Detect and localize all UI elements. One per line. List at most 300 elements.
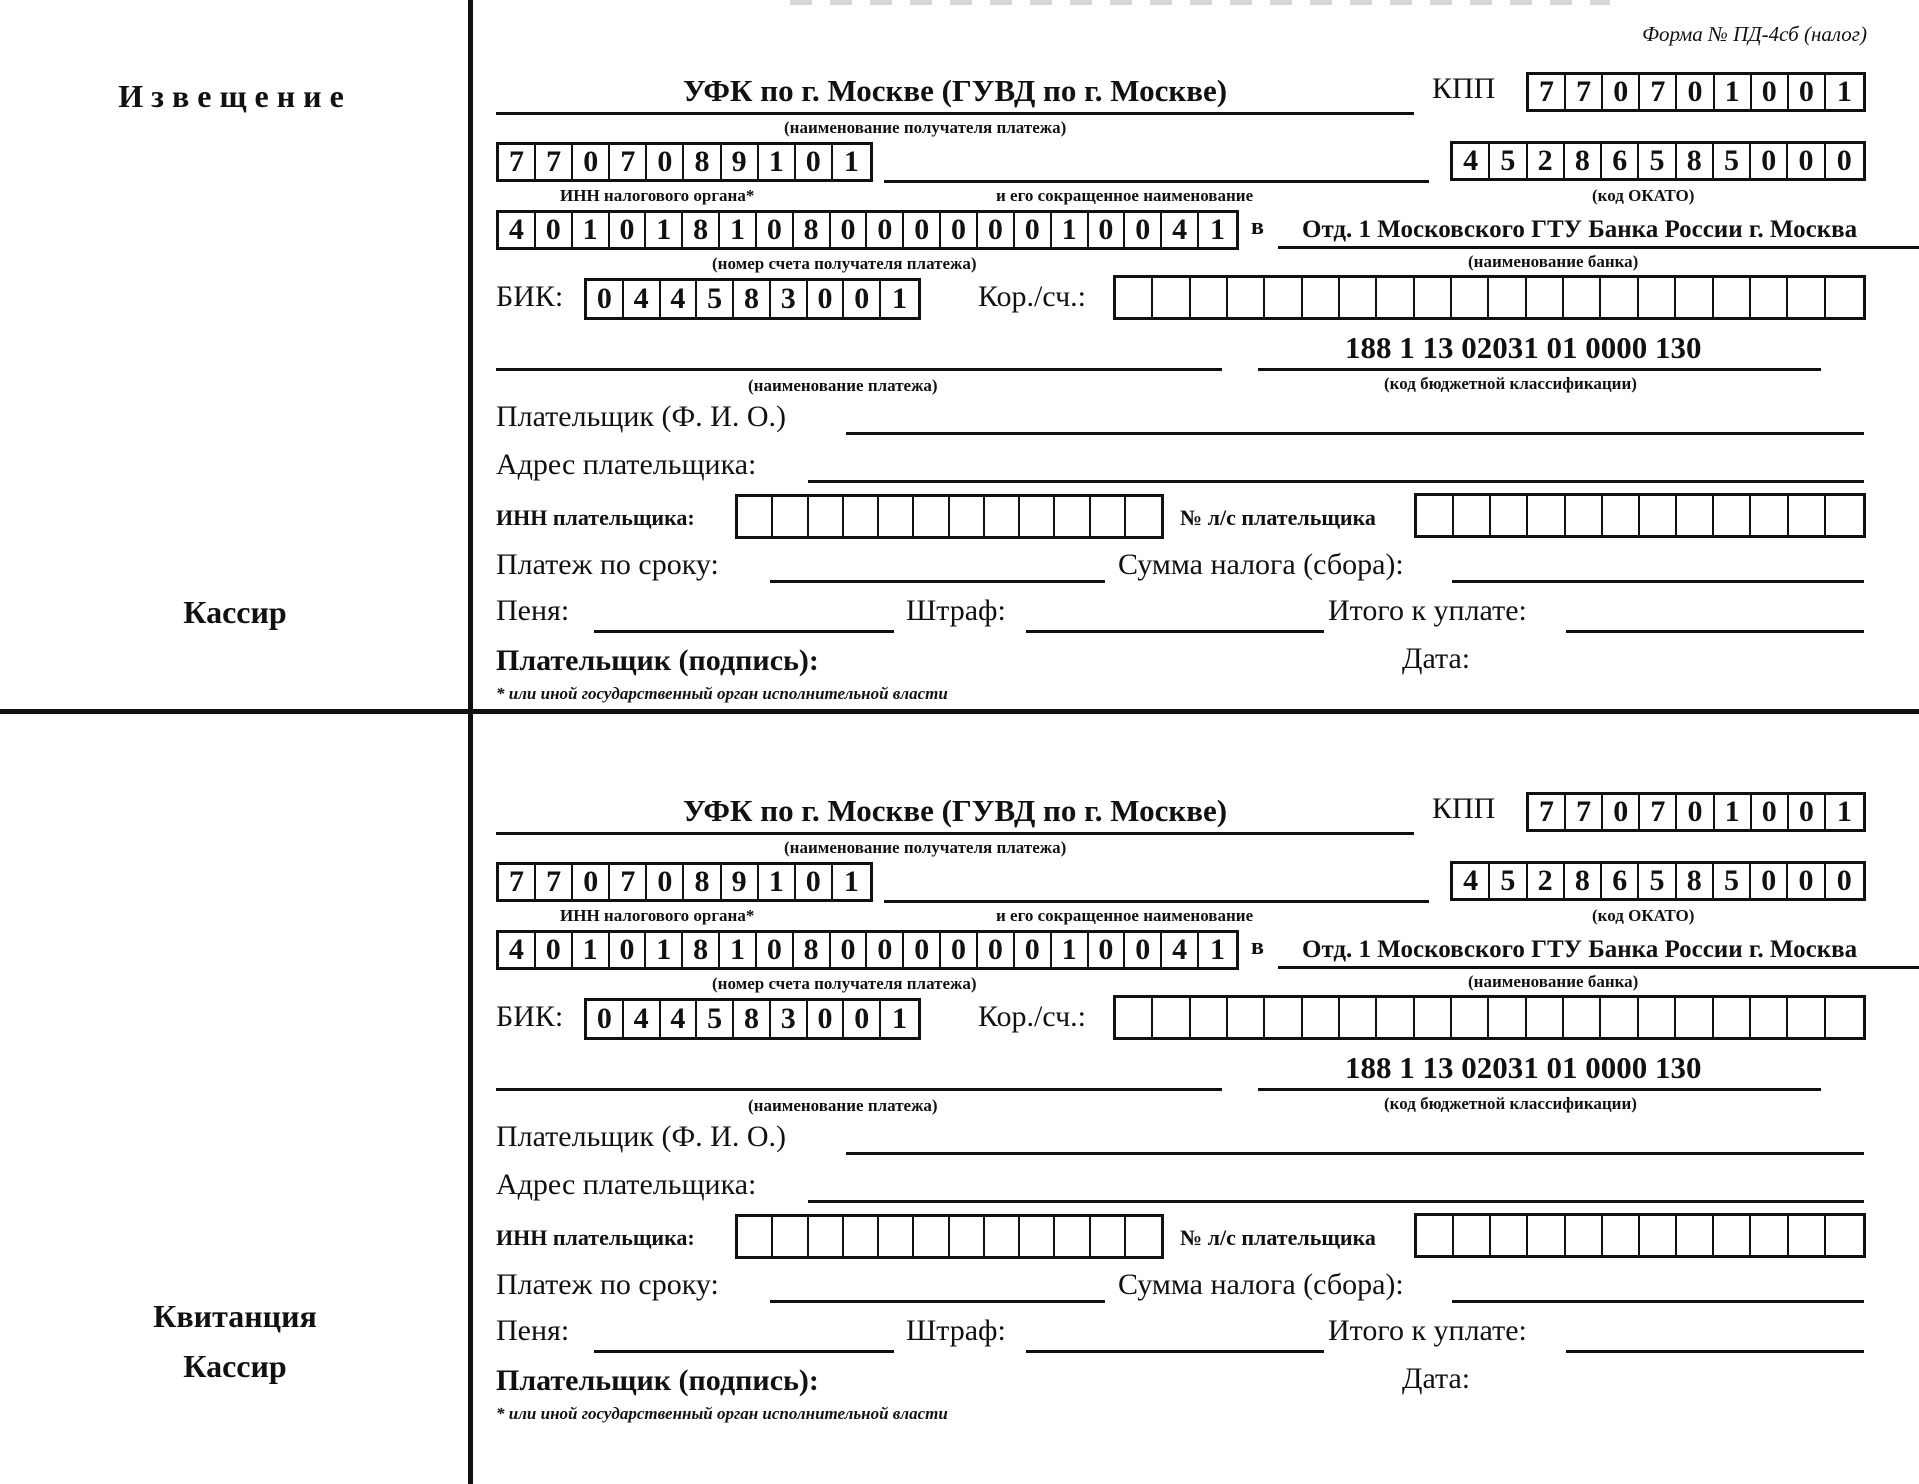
digit-cell[interactable]: 6 [1602,864,1639,898]
digit-cell[interactable]: 0 [647,865,684,899]
account-no-label: № л/с плательщика [1180,1225,1376,1250]
form-number: Форма № ПД-4сб (налог) [1642,22,1867,46]
empty-cell[interactable] [1639,278,1676,317]
digit-cell[interactable]: 1 [573,933,610,967]
digit-cell[interactable]: 7 [1566,75,1603,109]
penalty-label: Пеня: [496,594,570,627]
empty-cell[interactable] [1452,278,1489,317]
digit-cell[interactable]: 0 [1015,933,1052,967]
short-name-line[interactable] [884,180,1429,183]
empty-cell[interactable] [1788,998,1825,1037]
recipient-name[interactable]: УФК по г. Москве (ГУВД по г. Москве) [682,73,1228,108]
address-label: Адрес плательщика: [496,1168,757,1201]
digit-cell[interactable]: 0 [978,933,1015,967]
account-no-boxes[interactable] [1414,493,1866,538]
digit-cell[interactable]: 7 [536,145,573,179]
digit-cell[interactable]: 4 [624,1001,661,1037]
digit-cell[interactable]: 1 [573,213,610,247]
digit-cell[interactable]: 1 [1715,75,1752,109]
payment-name-line[interactable] [496,368,1222,371]
digit-cell[interactable]: 4 [1453,144,1490,178]
empty-cell[interactable] [1826,496,1863,535]
digit-cell[interactable]: 0 [796,145,833,179]
empty-cell[interactable] [1751,278,1788,317]
short-name-line[interactable] [884,900,1429,903]
empty-cell[interactable] [1489,278,1526,317]
address-line[interactable] [808,1200,1864,1203]
empty-cell[interactable] [1454,1216,1491,1255]
digit-cell[interactable]: 0 [844,281,881,317]
digit-cell[interactable]: 0 [941,213,978,247]
digit-cell[interactable]: 5 [1639,864,1676,898]
corr-account-label: Кор./сч.: [978,1000,1086,1033]
empty-cell[interactable] [1566,496,1603,535]
inn-caption: ИНН налогового органа* [560,186,755,205]
kbk-line [1258,1088,1821,1091]
empty-cell[interactable] [1055,497,1090,536]
inn-caption: ИНН налогового органа* [560,906,755,925]
bank-name-line [1278,966,1919,969]
empty-cell[interactable] [738,497,773,536]
empty-cell[interactable] [1640,496,1677,535]
digit-cell[interactable]: 0 [808,281,845,317]
empty-cell[interactable] [1228,998,1265,1037]
digit-cell[interactable]: 1 [892,282,907,315]
corr-account-boxes[interactable] [1113,275,1866,320]
digit-cell[interactable]: 0 [867,933,904,967]
recipient-name-line [496,832,1414,835]
empty-cell[interactable] [1303,998,1340,1037]
digit-cell[interactable]: 8 [1677,864,1714,898]
total-label: Итого к уплате: [1328,594,1527,627]
okato-caption: (код ОКАТО) [1592,186,1695,205]
digit-cell[interactable]: 0 [978,213,1015,247]
penalty-line[interactable] [594,1350,894,1353]
bank-name[interactable]: Отд. 1 Московского ГТУ Банка России г. Москва [1302,936,1858,963]
date-label: Дата: [1402,642,1471,675]
digit-cell[interactable]: 5 [1714,864,1751,898]
digit-cell[interactable]: 9 [722,865,759,899]
empty-cell[interactable] [738,1217,773,1256]
digit-cell[interactable]: 2 [1528,144,1565,178]
digit-cell[interactable]: 4 [499,933,536,967]
digit-cell[interactable]: 7 [610,865,647,899]
payer-label: Плательщик (Ф. И. О.) [496,1120,786,1153]
digit-cell[interactable]: 8 [794,933,831,967]
digit-cell[interactable]: 4 [624,281,661,317]
empty-cell[interactable] [879,1217,914,1256]
empty-cell[interactable] [1714,496,1751,535]
empty-cell[interactable] [844,497,879,536]
empty-cell[interactable] [1191,278,1228,317]
digit-cell[interactable]: 9 [722,145,759,179]
empty-cell[interactable] [1415,998,1452,1037]
digit-cell[interactable]: 2 [1528,864,1565,898]
payer-name-line[interactable] [846,432,1864,435]
address-line[interactable] [808,480,1864,483]
empty-cell[interactable] [809,1217,844,1256]
account-no-boxes[interactable] [1414,1213,1866,1258]
empty-cell[interactable] [1714,1216,1751,1255]
empty-cell[interactable] [1528,496,1565,535]
digit-cell[interactable]: 0 [904,933,941,967]
recipient-caption: (наименование получателя платежа) [784,118,1067,137]
digit-cell[interactable]: 7 [1640,75,1677,109]
digit-cell[interactable]: 8 [734,281,771,317]
digit-cell[interactable]: 1 [720,933,757,967]
digit-cell[interactable]: 0 [941,933,978,967]
digit-cell[interactable]: 4 [499,213,536,247]
digit-cell[interactable]: 1 [843,865,859,898]
empty-cell[interactable] [1489,998,1526,1037]
empty-cell[interactable] [1603,1216,1640,1255]
empty-cell[interactable] [914,1217,949,1256]
kbk-line [1258,368,1821,371]
digit-cell[interactable]: 0 [610,213,647,247]
empty-cell[interactable] [1265,278,1302,317]
digit-cell[interactable]: 1 [843,145,859,178]
empty-cell[interactable] [1091,497,1126,536]
digit-cell[interactable]: 1 [1209,213,1225,246]
payer-inn-boxes[interactable] [735,1214,1164,1259]
empty-cell[interactable] [1751,496,1788,535]
empty-cell[interactable] [1789,496,1826,535]
digit-cell[interactable]: 1 [1836,75,1852,108]
digit-cell[interactable]: 0 [1789,75,1826,109]
digit-cell[interactable]: 7 [1529,75,1566,109]
empty-cell[interactable] [1714,998,1751,1037]
empty-cell[interactable] [1116,998,1153,1037]
empty-cell[interactable] [1377,278,1414,317]
digit-cell[interactable]: 8 [1565,144,1602,178]
fine-line[interactable] [1026,1350,1324,1353]
payment-name-caption: (наименование платежа) [748,1096,938,1115]
digit-cell[interactable]: 0 [757,933,794,967]
fine-label: Штраф: [906,1314,1006,1347]
digit-cell[interactable]: 0 [808,1001,845,1037]
empty-cell[interactable] [1603,496,1640,535]
empty-cell[interactable] [1377,998,1414,1037]
empty-cell[interactable] [809,497,844,536]
empty-cell[interactable] [1677,496,1714,535]
digit-cell[interactable]: 5 [1490,144,1527,178]
digit-cell[interactable]: 0 [1752,795,1789,829]
empty-cell[interactable] [1527,998,1564,1037]
account-no-label: № л/с плательщика [1180,505,1376,530]
empty-cell[interactable] [1020,497,1055,536]
short-name-caption: и его сокращенное наименование [996,906,1254,925]
digit-cell[interactable]: 3 [771,1001,808,1037]
digit-cell[interactable]: 8 [1677,144,1714,178]
empty-cell[interactable] [1126,1217,1161,1256]
empty-cell[interactable] [1714,278,1751,317]
empty-cell[interactable] [1452,998,1489,1037]
receipt-section [0,720,1919,1440]
empty-cell[interactable] [1676,998,1713,1037]
digit-cell[interactable]: 0 [1788,864,1825,898]
empty-cell[interactable] [985,497,1020,536]
empty-cell[interactable] [1340,998,1377,1037]
bank-name[interactable]: Отд. 1 Московского ГТУ Банка России г. Москва [1302,216,1858,243]
payer-name-line[interactable] [846,1152,1864,1155]
digit-cell[interactable]: 0 [573,865,610,899]
total-label: Итого к уплате: [1328,1314,1527,1347]
digit-cell[interactable]: 0 [796,865,833,899]
empty-cell[interactable] [1055,1217,1090,1256]
in-label: в [1251,934,1264,960]
total-line[interactable] [1566,630,1864,633]
address-label: Адрес плательщика: [496,448,757,481]
empty-cell[interactable] [1564,278,1601,317]
digit-cell[interactable]: 0 [1677,795,1714,829]
digit-cell[interactable]: 7 [1640,795,1677,829]
digit-cell[interactable]: 0 [1089,933,1126,967]
digit-cell[interactable]: 0 [1603,75,1640,109]
okato-boxes[interactable] [1450,861,1866,901]
digit-cell[interactable]: 0 [573,145,610,179]
kbk-value[interactable]: 188 1 13 02031 01 0000 130 [1345,330,1702,365]
bik-boxes[interactable] [584,278,921,320]
tax-sum-line[interactable] [1452,1300,1864,1303]
notice-section [0,0,1919,720]
empty-cell[interactable] [773,1217,808,1256]
empty-cell[interactable] [1601,998,1638,1037]
empty-cell[interactable] [1788,278,1825,317]
digit-cell[interactable]: 0 [1752,75,1789,109]
empty-cell[interactable] [1751,998,1788,1037]
kbk-value[interactable]: 188 1 13 02031 01 0000 130 [1345,1050,1702,1085]
digit-cell[interactable]: 7 [1529,795,1566,829]
digit-cell[interactable]: 3 [771,281,808,317]
fine-label: Штраф: [906,594,1006,627]
digit-cell[interactable]: 0 [1751,864,1788,898]
digit-cell[interactable]: 8 [683,213,720,247]
empty-cell[interactable] [1020,1217,1055,1256]
penalty-line[interactable] [594,630,894,633]
bik-label: БИК: [496,1000,564,1033]
digit-cell[interactable]: 4 [661,1001,698,1037]
tax-sum-line[interactable] [1452,580,1864,583]
digit-cell[interactable]: 0 [587,281,624,317]
digit-cell[interactable]: 0 [1125,933,1162,967]
digit-cell[interactable]: 8 [1565,864,1602,898]
digit-cell[interactable]: 1 [892,1002,907,1035]
digit-cell[interactable]: 5 [1490,864,1527,898]
empty-cell[interactable] [1527,278,1564,317]
digit-cell[interactable]: 8 [734,1001,771,1037]
digit-cell[interactable]: 0 [831,213,868,247]
digit-cell[interactable]: 1 [1052,213,1089,247]
digit-cell[interactable]: 0 [1836,864,1852,897]
total-line[interactable] [1566,1350,1864,1353]
digit-cell[interactable]: 8 [794,213,831,247]
payment-name-line[interactable] [496,1088,1222,1091]
digit-cell[interactable]: 1 [720,213,757,247]
digit-cell[interactable]: 0 [1836,144,1852,177]
empty-cell[interactable] [1091,1217,1126,1256]
digit-cell[interactable]: 0 [536,933,573,967]
account-boxes[interactable] [496,210,1239,250]
digit-cell[interactable]: 7 [499,145,536,179]
empty-cell[interactable] [1826,1216,1863,1255]
digit-cell[interactable]: 4 [1162,213,1199,247]
empty-cell[interactable] [1126,497,1161,536]
date-label: Дата: [1402,1362,1471,1395]
kbk-caption: (код бюджетной классификации) [1384,374,1637,393]
empty-cell[interactable] [950,1217,985,1256]
kpp-label: КПП [1432,792,1496,825]
digit-cell[interactable]: 5 [1639,144,1676,178]
empty-cell[interactable] [1153,278,1190,317]
digit-cell[interactable]: 0 [844,1001,881,1037]
penalty-label: Пеня: [496,1314,570,1347]
digit-cell[interactable]: 5 [697,1001,734,1037]
receipt-label: Квитанция [153,1298,317,1334]
due-label: Платеж по сроку: [496,1268,719,1301]
digit-cell[interactable]: 0 [1677,75,1714,109]
digit-cell[interactable]: 0 [1125,213,1162,247]
empty-cell[interactable] [985,1217,1020,1256]
kpp-boxes[interactable] [1526,792,1866,832]
empty-cell[interactable] [1340,278,1377,317]
empty-cell[interactable] [1826,998,1863,1037]
empty-cell[interactable] [914,497,949,536]
digit-cell[interactable]: 1 [1715,795,1752,829]
tax-sum-label: Сумма налога (сбора): [1118,548,1404,581]
digit-cell[interactable]: 8 [683,933,720,967]
digit-cell[interactable]: 8 [684,865,721,899]
empty-cell[interactable] [950,497,985,536]
digit-cell[interactable]: 6 [1602,144,1639,178]
digit-cell[interactable]: 0 [647,145,684,179]
digit-cell[interactable]: 0 [1015,213,1052,247]
empty-cell[interactable] [1639,998,1676,1037]
empty-cell[interactable] [1417,1216,1454,1255]
empty-cell[interactable] [773,497,808,536]
empty-cell[interactable] [1528,1216,1565,1255]
kbk-caption: (код бюджетной классификации) [1384,1094,1637,1113]
digit-cell[interactable]: 5 [1714,144,1751,178]
inn-boxes[interactable] [496,142,873,182]
bank-caption: (наименование банка) [1468,972,1639,991]
digit-cell[interactable]: 0 [1789,795,1826,829]
digit-cell[interactable]: 7 [536,865,573,899]
payment-name-caption: (наименование платежа) [748,376,938,395]
digit-cell[interactable]: 4 [1162,933,1199,967]
empty-cell[interactable] [1417,496,1454,535]
notice-label: Извещение [118,78,352,114]
digit-cell[interactable]: 0 [867,213,904,247]
recipient-name-line [496,112,1414,115]
corr-account-boxes[interactable] [1113,995,1866,1040]
empty-cell[interactable] [1415,278,1452,317]
empty-cell[interactable] [1116,278,1153,317]
digit-cell[interactable]: 0 [904,213,941,247]
empty-cell[interactable] [1564,998,1601,1037]
empty-cell[interactable] [844,1217,879,1256]
signature-label: Плательщик (подпись): [496,644,819,677]
empty-cell[interactable] [1677,1216,1714,1255]
digit-cell[interactable]: 0 [610,933,647,967]
digit-cell[interactable]: 5 [697,281,734,317]
empty-cell[interactable] [1676,278,1713,317]
empty-cell[interactable] [1566,1216,1603,1255]
digit-cell[interactable]: 1 [1052,933,1089,967]
short-name-caption: и его сокращенное наименование [996,186,1254,205]
okato-boxes[interactable] [1450,141,1866,181]
empty-cell[interactable] [1228,278,1265,317]
digit-cell[interactable]: 7 [1566,795,1603,829]
digit-cell[interactable]: 0 [1751,144,1788,178]
empty-cell[interactable] [1491,1216,1528,1255]
digit-cell[interactable]: 4 [661,281,698,317]
digit-cell[interactable]: 0 [587,1001,624,1037]
empty-cell[interactable] [1303,278,1340,317]
digit-cell[interactable]: 1 [646,933,683,967]
tax-sum-label: Сумма налога (сбора): [1118,1268,1404,1301]
empty-cell[interactable] [1191,998,1228,1037]
inn-boxes[interactable] [496,862,873,902]
digit-cell[interactable]: 7 [499,865,536,899]
fine-line[interactable] [1026,630,1324,633]
digit-cell[interactable]: 0 [831,933,868,967]
recipient-name[interactable]: УФК по г. Москве (ГУВД по г. Москве) [682,793,1228,828]
digit-cell[interactable]: 8 [684,145,721,179]
empty-cell[interactable] [1826,278,1863,317]
digit-cell[interactable]: 0 [1603,795,1640,829]
bik-boxes[interactable] [584,998,921,1040]
digit-cell[interactable]: 0 [536,213,573,247]
payer-inn-boxes[interactable] [735,494,1164,539]
digit-cell[interactable]: 1 [1836,795,1852,828]
digit-cell[interactable]: 0 [1089,213,1126,247]
signature-label: Плательщик (подпись): [496,1364,819,1397]
empty-cell[interactable] [1789,1216,1826,1255]
digit-cell[interactable]: 0 [1788,144,1825,178]
corr-account-label: Кор./сч.: [978,280,1086,313]
empty-cell[interactable] [1640,1216,1677,1255]
digit-cell[interactable]: 0 [757,213,794,247]
cashier-label-bottom: Кассир [183,1348,287,1384]
bank-name-line [1278,246,1919,249]
bank-caption: (наименование банка) [1468,252,1639,271]
empty-cell[interactable] [1601,278,1638,317]
payer-label: Плательщик (Ф. И. О.) [496,400,786,433]
digit-cell[interactable]: 1 [1209,933,1225,966]
due-line[interactable] [770,580,1105,583]
digit-cell[interactable]: 1 [646,213,683,247]
digit-cell[interactable]: 7 [610,145,647,179]
digit-cell[interactable]: 1 [759,865,796,899]
footnote: * или иной государственный орган исполнительной власти [496,1404,948,1423]
okato-caption: (код ОКАТО) [1592,906,1695,925]
empty-cell[interactable] [1153,998,1190,1037]
due-line[interactable] [770,1300,1105,1303]
empty-cell[interactable] [1265,998,1302,1037]
digit-cell[interactable]: 4 [1453,864,1490,898]
empty-cell[interactable] [1454,496,1491,535]
payer-inn-label: ИНН плательщика: [496,505,695,530]
empty-cell[interactable] [1751,1216,1788,1255]
recipient-caption: (наименование получателя платежа) [784,838,1067,857]
due-label: Платеж по сроку: [496,548,719,581]
kpp-boxes[interactable] [1526,72,1866,112]
kpp-label: КПП [1432,72,1496,105]
empty-cell[interactable] [1491,496,1528,535]
empty-cell[interactable] [879,497,914,536]
digit-cell[interactable]: 1 [759,145,796,179]
account-boxes[interactable] [496,930,1239,970]
